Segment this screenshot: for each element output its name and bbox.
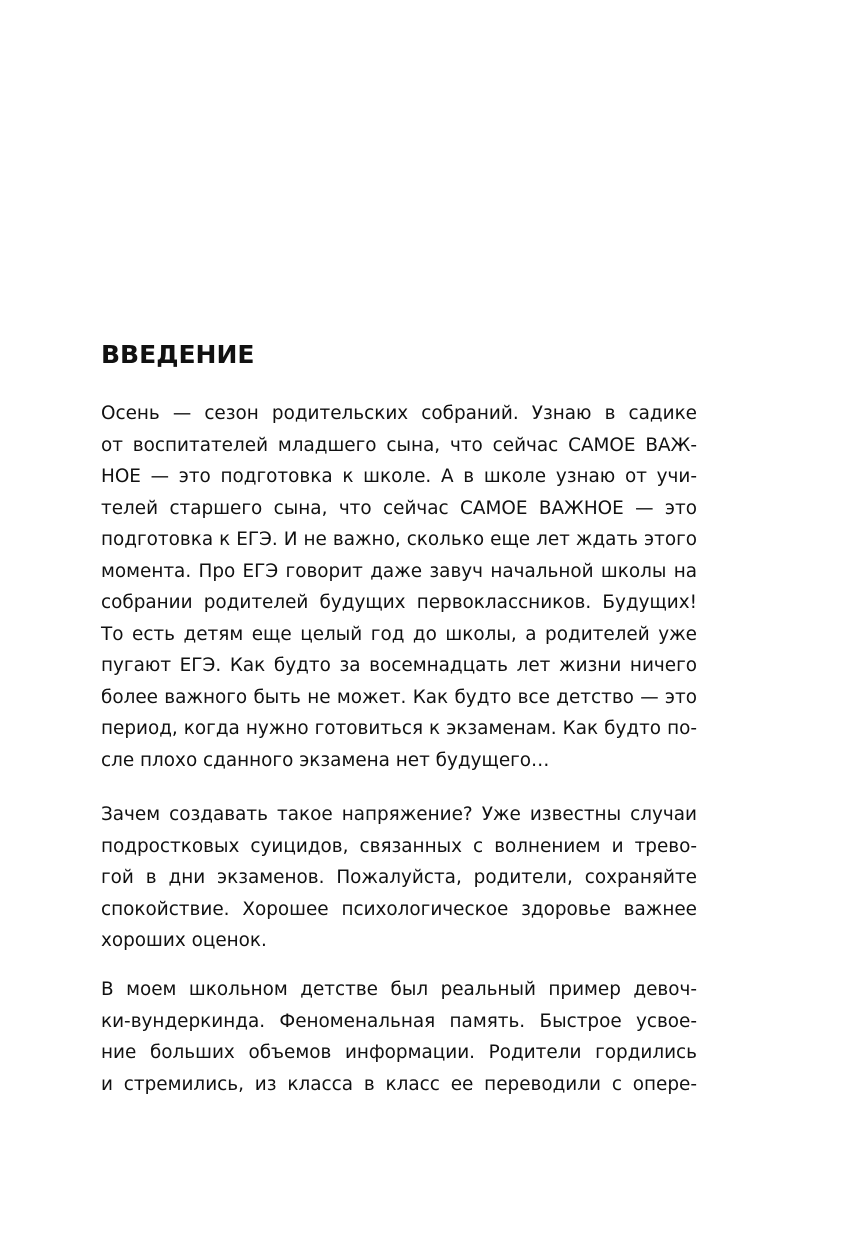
text-line: Осень — сезон родительских собраний. Узнаю в садике bbox=[101, 403, 697, 424]
paragraph-3 bbox=[101, 974, 697, 1100]
text-line: В моем школьном детстве был реальный пример девоч- bbox=[101, 979, 697, 1000]
text-line: от воспитателей младшего сына, что сейчас САМОЕ ВАЖ- bbox=[101, 434, 697, 456]
text-line: период, когда нужно готовиться к экзаменам. Как будто по- bbox=[101, 718, 697, 739]
text-line: и стремились, из класса в класс ее переводили с опере- bbox=[101, 1073, 697, 1095]
text-line: подготовка к ЕГЭ. И не важно, сколько еще лет ждать этого bbox=[101, 529, 697, 550]
text-line: НОЕ — это подготовка к школе. А в школе узнаю от учи- bbox=[101, 466, 697, 487]
text-line: пугают ЕГЭ. Как будто за восемнадцать лет жизни ничего bbox=[101, 655, 697, 676]
text-line: ние больших объемов информации. Родители гордились bbox=[101, 1042, 697, 1063]
text-line: собрании родителей будущих первоклассников. Будущих! bbox=[101, 592, 697, 613]
text-line: То есть детям еще целый год до школы, а родителей уже bbox=[101, 623, 697, 645]
text-line: Зачем создавать такое напряжение? Уже известны случаи bbox=[101, 804, 697, 825]
text-line: хороших оценок. bbox=[101, 930, 267, 951]
paragraph-1 bbox=[101, 398, 697, 776]
text-line: сле плохо сданного экзамена нет будущего… bbox=[101, 749, 550, 771]
chapter-heading: ВВЕДЕНИЕ bbox=[101, 340, 255, 369]
text-line: гой в дни экзаменов. Пожалуйста, родители, сохраняйте bbox=[101, 867, 697, 888]
text-line: более важного быть не может. Как будто все детство — это bbox=[101, 686, 697, 708]
text-line: подростковых суицидов, связанных с волнением и трево- bbox=[101, 835, 697, 857]
text-line: телей старшего сына, что сейчас САМОЕ ВАЖНОЕ — это bbox=[101, 497, 697, 519]
text-line: ки-вундеркинда. Феноменальная память. Быстрое усвое- bbox=[101, 1010, 697, 1032]
text-line: спокойствие. Хорошее психологическое здоровье важнее bbox=[101, 898, 697, 920]
text-line: момента. Про ЕГЭ говорит даже завуч начальной школы на bbox=[101, 560, 697, 582]
paragraph-2 bbox=[101, 799, 697, 957]
